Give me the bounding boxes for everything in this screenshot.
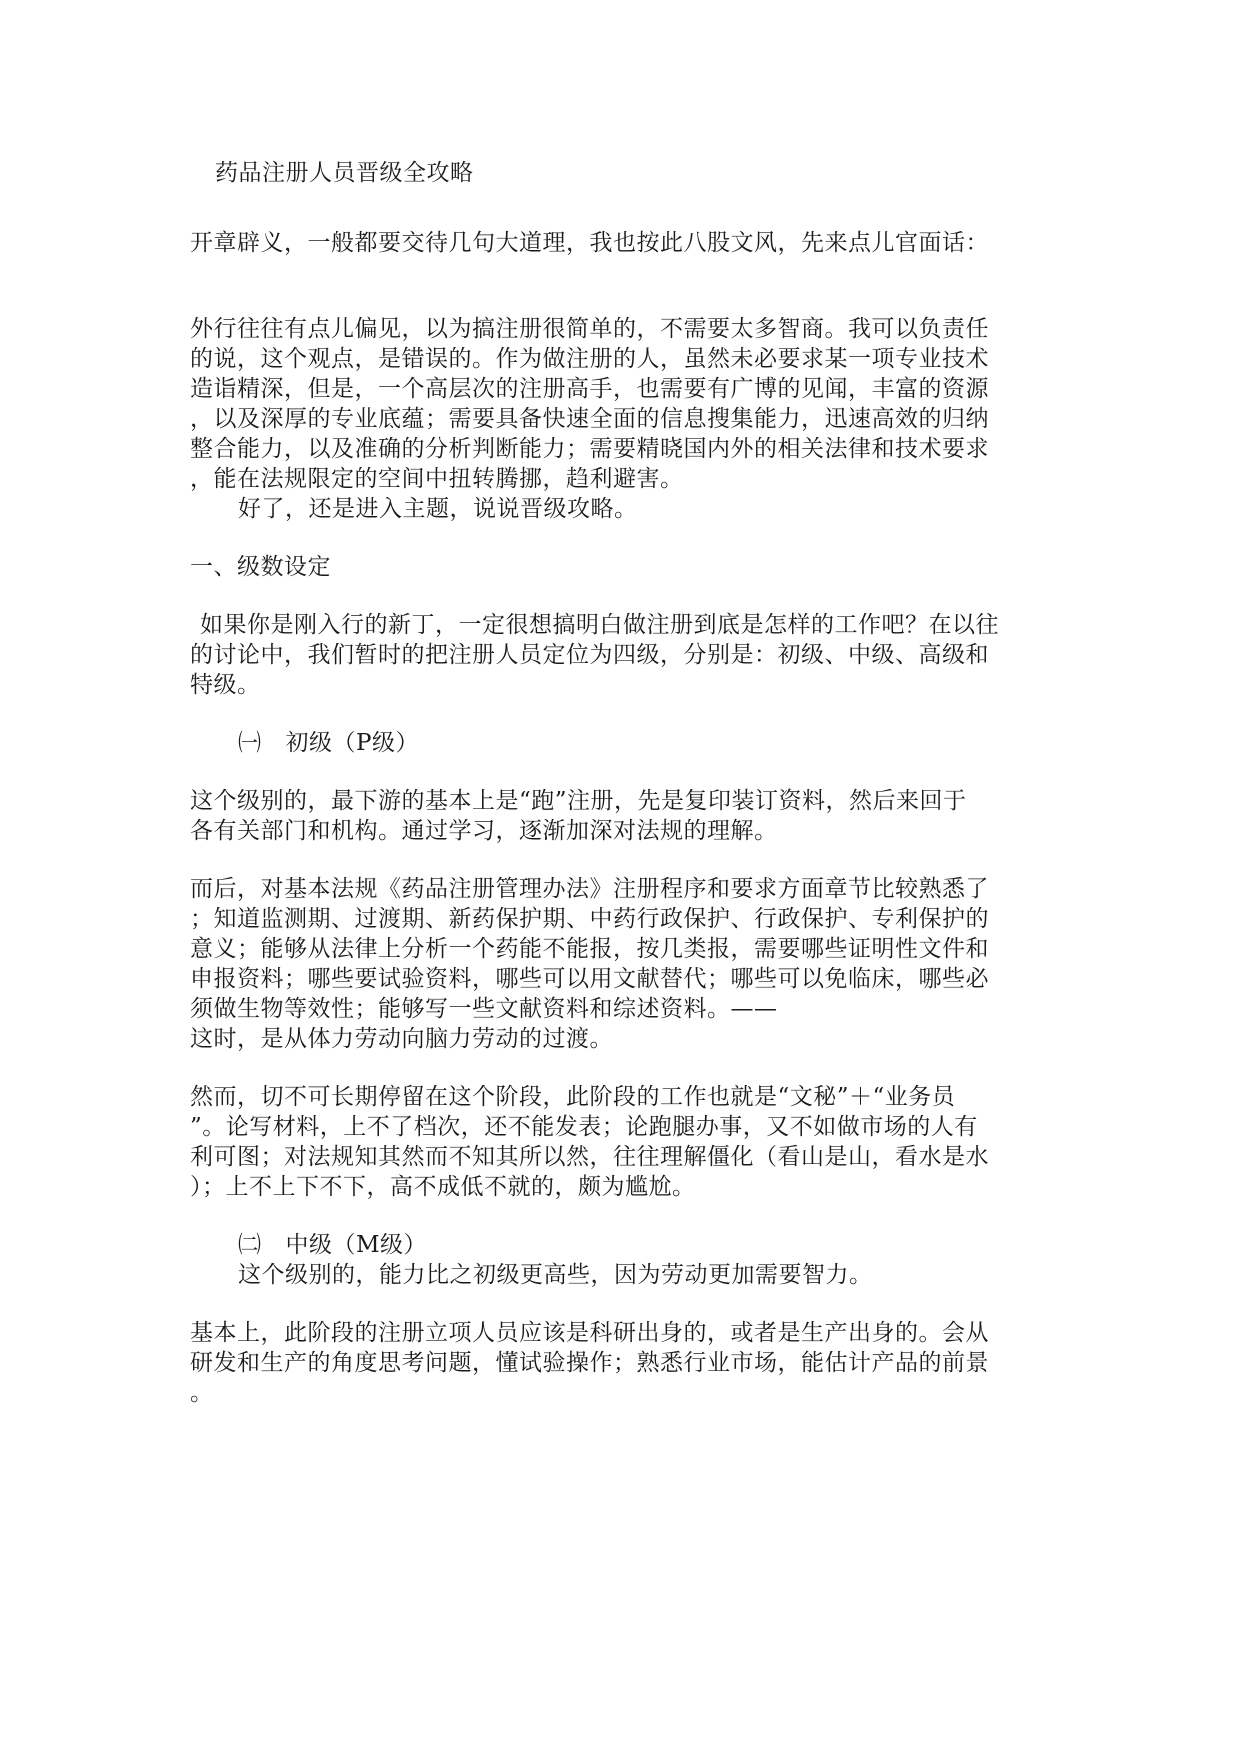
paragraph-line: 这个级别的，最下游的基本上是“跑”注册，先是复印装订资料，然后来回于 (190, 788, 967, 814)
level-label: 初级（P级） (285, 730, 419, 756)
paragraph-line: 而后，对基本法规《药品注册管理办法》注册程序和要求方面章节比较熟悉了 (190, 876, 989, 902)
paragraph-line: 。 (190, 1380, 214, 1406)
paragraph-line: 如果你是刚入行的新丁，一定很想搞明白做注册到底是怎样的工作吧？在以往 (200, 612, 999, 638)
paragraph-line: 的说，这个观点，是错误的。作为做注册的人，虽然未必要求某一项专业技术 (190, 346, 989, 372)
paragraph-line: 这时，是从体力劳动向脑力劳动的过渡。 (190, 1026, 613, 1052)
paragraph-line: 外行往往有点儿偏见，以为搞注册很简单的，不需要太多智商。我可以负责任 (190, 316, 989, 342)
level-marker: ㈠ (238, 730, 262, 756)
level-label: 中级（M级） (285, 1232, 428, 1258)
document-title: 药品注册人员晋级全攻略 (215, 160, 474, 186)
level-heading-primary (238, 728, 419, 758)
paragraph-line: 然而，切不可长期停留在这个阶段，此阶段的工作也就是“文秘”＋“业务员 (190, 1084, 956, 1110)
paragraph-line: 基本上，此阶段的注册立项人员应该是科研出身的，或者是生产出身的。会从 (190, 1320, 989, 1346)
intro-paragraph: 开章辟义，一般都要交待几句大道理，我也按此八股文风，先来点儿官面话： (190, 230, 989, 256)
section-heading: 一、级数设定 (190, 554, 331, 580)
level-heading-intermediate (238, 1230, 427, 1260)
paragraph-line: 研发和生产的角度思考问题，懂试验操作；熟悉行业市场，能估计产品的前景 (190, 1350, 989, 1376)
paragraph-line: 特级。 (190, 672, 261, 698)
paragraph-line: ；知道监测期、过渡期、新药保护期、中药行政保护、行政保护、专利保护的 (190, 906, 989, 932)
paragraph-line: 各有关部门和机构。通过学习，逐渐加深对法规的理解。 (190, 818, 778, 844)
paragraph-line: 整合能力，以及准确的分析判断能力；需要精晓国内外的相关法律和技术要求 (190, 436, 989, 462)
paragraph-line: 这个级别的，能力比之初级更高些，因为劳动更加需要智力。 (238, 1262, 873, 1288)
paragraph-line: 意义；能够从法律上分析一个药能不能报，按几类报，需要哪些证明性文件和 (190, 936, 989, 962)
level-marker: ㈡ (238, 1232, 262, 1258)
paragraph-line: ”。论写材料，上不了档次，还不能发表；论跑腿办事，又不如做市场的人有 (190, 1114, 978, 1140)
paragraph-line: ，以及深厚的专业底蕴；需要具备快速全面的信息搜集能力，迅速高效的归纳 (190, 406, 989, 432)
paragraph-line: 申报资料；哪些要试验资料，哪些可以用文献替代；哪些可以免临床，哪些必 (190, 966, 989, 992)
paragraph-line: 好了，还是进入主题，说说晋级攻略。 (238, 496, 638, 522)
paragraph-line: ，能在法规限定的空间中扭转腾挪，趋利避害。 (190, 466, 684, 492)
paragraph-line: 造诣精深，但是，一个高层次的注册高手，也需要有广博的见闻，丰富的资源 (190, 376, 989, 402)
paragraph-line: ）；上不上下不下，高不成低不就的，颇为尴尬。 (190, 1174, 696, 1200)
paragraph-line: 须做生物等效性；能够写一些文献资料和综述资料。—— (190, 996, 778, 1022)
paragraph-line: 利可图；对法规知其然而不知其所以然，往往理解僵化（看山是山，看水是水 (190, 1144, 989, 1170)
paragraph-line: 的讨论中，我们暂时的把注册人员定位为四级，分别是：初级、中级、高级和 (190, 642, 989, 668)
